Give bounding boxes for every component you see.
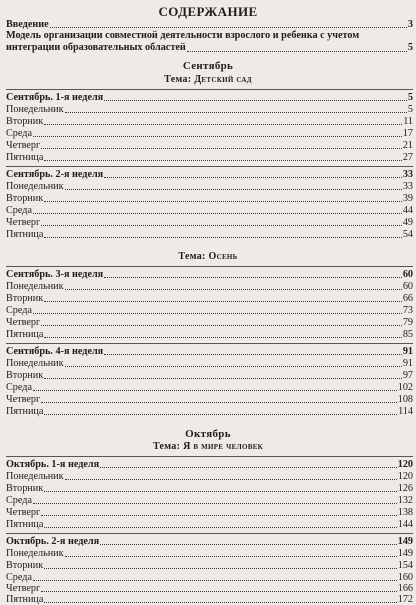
- day-label: Пятница: [6, 229, 44, 240]
- day-label: Среда: [6, 305, 32, 316]
- divider: [6, 89, 413, 90]
- week-entry[interactable]: [6, 169, 413, 180]
- day-page: 33: [402, 181, 413, 192]
- toc-entry-intro[interactable]: [6, 19, 413, 30]
- week-page: 91: [402, 346, 413, 357]
- dot-leader: [187, 51, 407, 52]
- dot-leader: [100, 544, 397, 545]
- divider: [6, 533, 413, 534]
- day-entry[interactable]: [6, 229, 413, 240]
- day-page: 44: [402, 205, 413, 216]
- week-entry[interactable]: [6, 269, 413, 280]
- day-label: Пятница: [6, 519, 44, 530]
- day-label: Вторник: [6, 483, 44, 494]
- day-page: 17: [402, 128, 413, 139]
- day-entry[interactable]: [6, 205, 413, 216]
- week-page: 60: [402, 269, 413, 280]
- week-page: 120: [397, 459, 413, 470]
- week-label: Октябрь. 1-я неделя: [6, 459, 100, 470]
- day-entry[interactable]: [6, 128, 413, 139]
- day-page: 85: [402, 329, 413, 340]
- dot-leader: [41, 402, 397, 403]
- day-page: 54: [402, 229, 413, 240]
- dot-leader: [44, 160, 401, 161]
- toc-entry-label: Введение: [6, 19, 49, 30]
- day-page: 132: [397, 495, 413, 506]
- theme-prefix: Тема:: [164, 74, 192, 85]
- toc-entry-label-line1: Модель организации совместной деятельности взрослого и ребенка с учетом: [6, 30, 360, 41]
- theme-name: Осень: [208, 251, 238, 262]
- day-label: Вторник: [6, 293, 44, 304]
- day-label: Вторник: [6, 116, 44, 127]
- day-entry[interactable]: [6, 217, 413, 228]
- day-label: Вторник: [6, 370, 44, 381]
- day-entry[interactable]: [6, 394, 413, 405]
- day-entry[interactable]: [6, 471, 413, 482]
- day-label: Понедельник: [6, 181, 64, 192]
- day-entry[interactable]: [6, 483, 413, 494]
- dot-leader: [44, 237, 401, 238]
- page-title: СОДЕРЖАНИЕ: [158, 4, 258, 19]
- day-label: Среда: [6, 495, 32, 506]
- day-entry[interactable]: [6, 281, 413, 292]
- day-page: 11: [403, 116, 413, 127]
- day-entry[interactable]: [6, 104, 413, 115]
- day-page: 73: [402, 305, 413, 316]
- toc-entry-page: 5: [407, 42, 413, 53]
- day-entry[interactable]: [6, 548, 413, 559]
- dot-leader: [44, 124, 402, 125]
- divider: [6, 343, 413, 344]
- day-label: Понедельник: [6, 358, 64, 369]
- day-entry[interactable]: [6, 140, 413, 151]
- day-label: Среда: [6, 382, 32, 393]
- dot-leader: [41, 148, 402, 149]
- dot-leader: [41, 515, 397, 516]
- day-page: 154: [397, 560, 413, 571]
- theme-prefix: Тема:: [178, 251, 206, 262]
- week-label: Сентябрь. 3-я неделя: [6, 269, 104, 280]
- dot-leader: [104, 177, 402, 178]
- day-label: Пятница: [6, 329, 44, 340]
- day-page: 172: [397, 594, 413, 605]
- dot-leader: [104, 354, 402, 355]
- day-entry[interactable]: [6, 583, 413, 594]
- dot-leader: [44, 527, 396, 528]
- week-label: Сентябрь. 1-я неделя: [6, 92, 104, 103]
- dot-leader: [33, 580, 397, 581]
- day-page: 126: [397, 483, 413, 494]
- day-label: Четверг: [6, 140, 41, 151]
- dot-leader: [65, 189, 402, 190]
- day-page: 149: [397, 548, 413, 559]
- divider: [6, 266, 413, 267]
- theme-name: Я в мире человек: [183, 441, 264, 452]
- dot-leader: [33, 390, 397, 391]
- day-entry[interactable]: [6, 181, 413, 192]
- day-label: Понедельник: [6, 548, 64, 559]
- dot-leader: [44, 602, 396, 603]
- day-entry[interactable]: [6, 305, 413, 316]
- day-page: 108: [397, 394, 413, 405]
- dot-leader: [33, 136, 402, 137]
- dot-leader: [41, 591, 397, 592]
- dot-leader: [50, 27, 407, 28]
- day-page: 39: [402, 193, 413, 204]
- dot-leader: [44, 301, 402, 302]
- day-page: 21: [402, 140, 413, 151]
- day-entry[interactable]: [6, 329, 413, 340]
- day-label: Понедельник: [6, 104, 64, 115]
- day-entry[interactable]: [6, 507, 413, 518]
- dot-leader: [44, 414, 397, 415]
- month-heading: Сентябрь: [182, 60, 234, 72]
- dot-leader: [65, 289, 402, 290]
- week-entry[interactable]: [6, 459, 413, 470]
- day-label: Вторник: [6, 193, 44, 204]
- theme-name: Детский сад: [194, 74, 252, 85]
- day-page: 160: [397, 572, 413, 583]
- day-page: 49: [402, 217, 413, 228]
- divider: [6, 166, 413, 167]
- week-page: 33: [402, 169, 413, 180]
- divider: [6, 456, 413, 457]
- day-entry[interactable]: [6, 317, 413, 328]
- day-page: 27: [402, 152, 413, 163]
- day-page: 66: [402, 293, 413, 304]
- day-entry[interactable]: [6, 382, 413, 393]
- week-label: Октябрь. 2-я неделя: [6, 536, 100, 547]
- day-label: Четверг: [6, 394, 41, 405]
- day-label: Понедельник: [6, 281, 64, 292]
- day-page: 97: [402, 370, 413, 381]
- day-page: 102: [397, 382, 413, 393]
- day-page: 91: [402, 358, 413, 369]
- week-page: 5: [407, 92, 413, 103]
- dot-leader: [41, 225, 402, 226]
- day-label: Вторник: [6, 560, 44, 571]
- dot-leader: [104, 277, 402, 278]
- day-label: Четверг: [6, 507, 41, 518]
- day-label: Среда: [6, 572, 32, 583]
- toc-entry-model[interactable]: [6, 30, 413, 54]
- day-label: Пятница: [6, 406, 44, 417]
- week-entry[interactable]: [6, 536, 413, 547]
- day-page: 60: [402, 281, 413, 292]
- dot-leader: [33, 503, 397, 504]
- dot-leader: [44, 337, 401, 338]
- toc-entry-page: 3: [407, 19, 413, 30]
- day-entry[interactable]: [6, 495, 413, 506]
- day-entry[interactable]: [6, 193, 413, 204]
- day-page: 138: [397, 507, 413, 518]
- day-page: 120: [397, 471, 413, 482]
- day-label: Понедельник: [6, 471, 64, 482]
- dot-leader: [104, 100, 407, 101]
- day-entry[interactable]: [6, 594, 413, 605]
- dot-leader: [65, 556, 397, 557]
- dot-leader: [33, 313, 402, 314]
- day-entry[interactable]: [6, 572, 413, 583]
- day-entry[interactable]: [6, 560, 413, 571]
- theme-heading: [0, 74, 416, 85]
- day-page: 144: [397, 519, 413, 530]
- week-entry[interactable]: [6, 92, 413, 103]
- day-entry[interactable]: [6, 358, 413, 369]
- dot-leader: [44, 491, 397, 492]
- week-page: 149: [397, 536, 413, 547]
- month-heading: Октябрь: [185, 428, 231, 440]
- dot-leader: [44, 378, 402, 379]
- day-label: Пятница: [6, 594, 44, 605]
- dot-leader: [33, 213, 402, 214]
- dot-leader: [100, 467, 397, 468]
- day-entry[interactable]: [6, 116, 413, 127]
- day-label: Четверг: [6, 317, 41, 328]
- day-label: Четверг: [6, 583, 41, 594]
- day-page: 79: [402, 317, 413, 328]
- day-page: 166: [397, 583, 413, 594]
- day-entry[interactable]: [6, 293, 413, 304]
- theme-heading: [0, 441, 416, 452]
- day-label: Пятница: [6, 152, 44, 163]
- day-entry[interactable]: [6, 406, 413, 417]
- day-page: 5: [407, 104, 413, 115]
- toc-entry-label-line2: интеграции образовательных областей: [6, 42, 186, 53]
- dot-leader: [65, 112, 407, 113]
- dot-leader: [65, 479, 397, 480]
- day-label: Четверг: [6, 217, 41, 228]
- theme-prefix: Тема:: [152, 441, 181, 452]
- theme-heading: [0, 251, 416, 262]
- day-entry[interactable]: [6, 370, 413, 381]
- dot-leader: [41, 325, 402, 326]
- dot-leader: [65, 366, 402, 367]
- week-label: Сентябрь. 2-я неделя: [6, 169, 104, 180]
- dot-leader: [44, 201, 402, 202]
- day-entry[interactable]: [6, 519, 413, 530]
- day-label: Среда: [6, 128, 32, 139]
- day-entry[interactable]: [6, 152, 413, 163]
- dot-leader: [44, 568, 397, 569]
- day-label: Среда: [6, 205, 32, 216]
- week-entry[interactable]: [6, 346, 413, 357]
- day-page: 114: [398, 406, 413, 417]
- week-label: Сентябрь. 4-я неделя: [6, 346, 104, 357]
